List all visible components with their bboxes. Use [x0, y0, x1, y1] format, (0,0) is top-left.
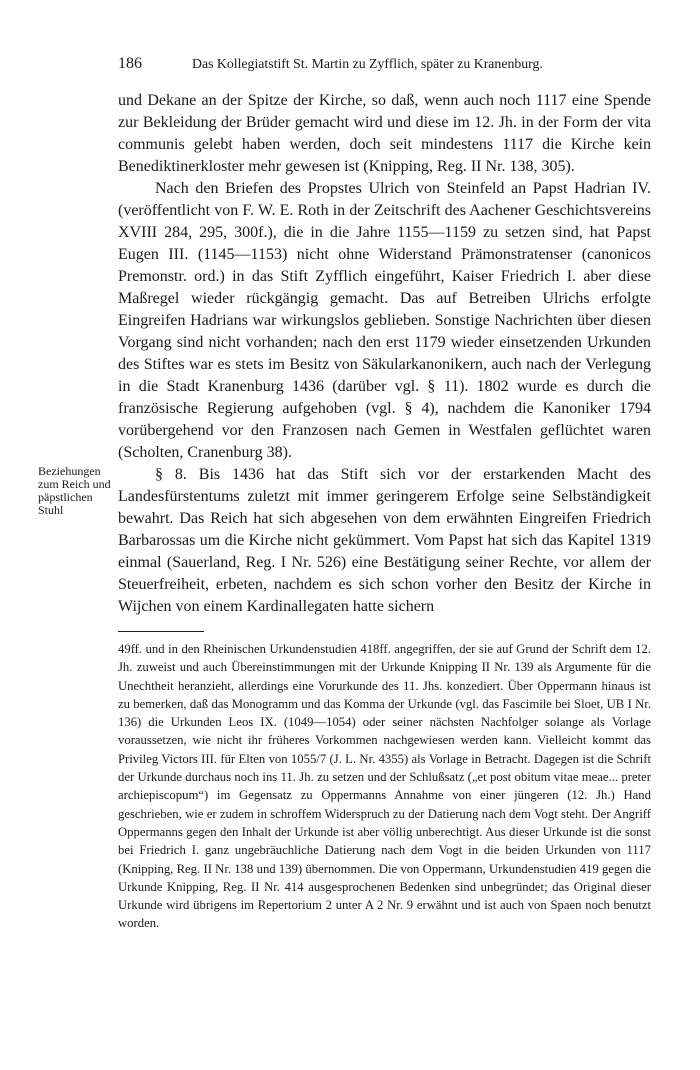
- paragraph-section-8: § 8. Bis 1436 hat das Stift sich vor der erstarkenden Macht des Landesfürstentums zuletzt mit immer geringerem Erfolge seine Selbständigkeit bewahrt. Das Reich hat sich abgesehen von dem erwähnten Eingreifen Friedrich Barbarossas um die Kirche nicht gekümmert. Vom Papst hat sich das Kapitel 1319 einmal (Sauerland, Reg. I Nr. 526) eine Bestätigung seiner Rechte, vor allem der Steuerfreiheit, erbeten, nachdem es sich schon vorher den Besitz der Kirche in Wijchen von einem Kardinallegaten hatte sichern: [118, 466, 651, 615]
- main-text: [118, 90, 651, 618]
- footnote-divider: [118, 631, 204, 632]
- paragraph-continuation: und Dekane an der Spitze der Kirche, so daß, wenn auch noch 1117 eine Spende zur Bekleidung der Brüder gemacht wird und diese im 12. Jh. in der Form der vita communis gelebt haben werden, doch seit mindestens 1117 die Kirche kein Benediktinerkloster mehr gewesen ist (Knipping, Reg. II Nr. 138, 305).: [118, 92, 651, 175]
- page-number: 186: [118, 55, 142, 72]
- footnote: [118, 640, 651, 933]
- margin-note: Beziehungen zum Reich und päpstlichen Stuhl: [38, 464, 111, 517]
- paragraph-praemonstratenser: Nach den Briefen des Propstes Ulrich von Steinfeld an Papst Hadrian IV. (veröffentlicht von F. W. E. Roth in der Zeitschrift des Aachener Geschichtsvereins XVIII 284, 295, 300f.), die in die Jahre 1155—1159 zu setzen sind, hat Papst Eugen III. (1145—1153) nicht ohne Widerstand Prämonstratenser (canonicos Premonstr. ord.) in das Stift Zyfflich eingeführt, Kaiser Friedrich I. aber diese Maßregel wieder rückgängig gemacht. Das auf Betreiben Ulrichs erfolgte Eingreifen Hadrians war wirkungslos geblieben. Sonstige Nachrichten über diesen Vorgang sind nicht vorhanden; nach den erst 1179 wieder einsetzenden Urkunden des Stiftes war es stets im Besitz von Säkularkanonikern, auch nach der Verlegung in die Stadt Kranenburg 1436 (darüber vgl. § 11). 1802 wurde es durch die französische Regierung aufgehoben (vgl. § 4), nachdem die Kanoniker 1794 vorübergehend vor den Franzosen nach Gemen in Westfalen geflüchtet waren (Scholten, Cranenburg 38).: [118, 180, 651, 461]
- footnote-text: 49ff. und in den Rheinischen Urkundenstudien 418ff. angegriffen, der sie auf Grund der Schrift dem 12. Jh. zuweist und auch Übereinstimmungen mit der Urkunde Knipping II Nr. 139 als Argumente für die Unechtheit heranzieht, allerdings eine Vorurkunde des 11. Jhs. konzediert. Über Oppermann hinaus ist zu bemerken, daß das Monogramm und das Komma der Urkunde (vgl. das Fascimile bei Sloet, UB I Nr. 136) die Urkunden Leos IX. (1049—1054) oder seiner nächsten Nachfolger solange als Vorlage voraussetzen, wie nicht ihr früheres Vorkommen nachgewiesen werden kann. Vielleicht kommt das Privileg Victors III. für Elten von 1055/7 (J. L. Nr. 4355) als Vorlage in Betracht. Dagegen ist die Schrift der Urkunde durchaus noch ins 11. Jh. zu setzen und der Schlußsatz („et post obitum vitae meae... preter archiepiscopum“) im Gegensatz zu Oppermanns Annahme von einer jüngeren (12. Jh.) Hand geschrieben, wie er zudem in schroffem Widerspruch zu der Datierung nach dem Vogt steht. Der Angriff Oppermanns gegen den Inhalt der Urkunde ist aber völlig unberechtigt. Aus dieser Urkunde ist die sonst bei Friedrich I. ganz ungebräuchliche Datierung nach dem Vogt in die beiden Urkunden von 1117 (Knipping, Reg. II Nr. 138 und 139) übernommen. Die von Oppermann, Urkundenstudien 419 gegen die Urkunde Knipping, Reg. II Nr. 414 ausgesprochenen Bedenken sind unbegründet; das Original dieser Urkunde wird übrigens im Repertorium 2 unter A 2 Nr. 9 erwähnt und ist auch von Spaen noch benutzt worden.: [118, 642, 651, 931]
- running-title: Das Kollegiatstift St. Martin zu Zyfflich, später zu Kranenburg.: [192, 56, 543, 71]
- page-header: [118, 54, 588, 74]
